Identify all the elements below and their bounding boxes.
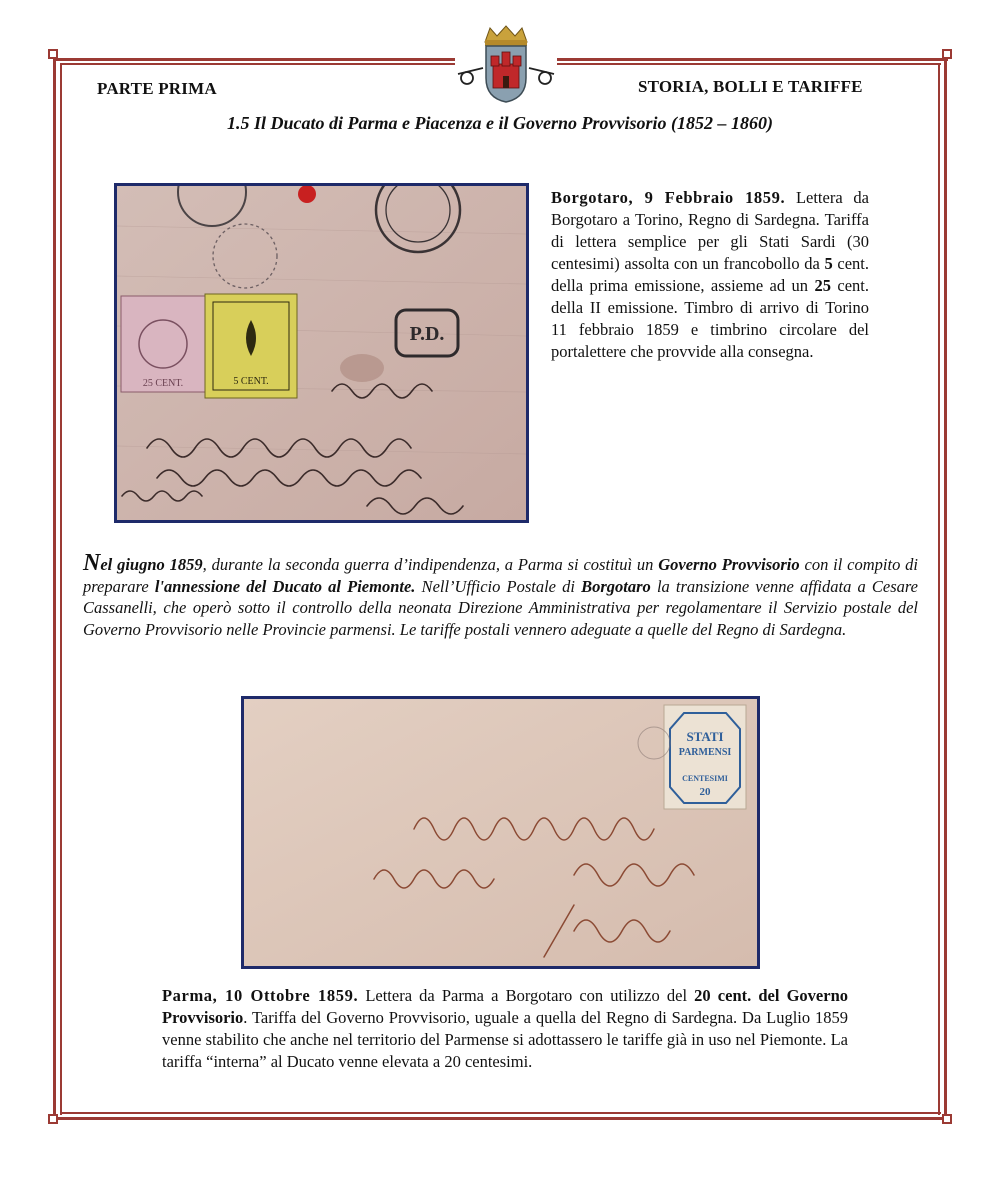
caption-1-text-c: cent. della II emissione. Timbro di arrivo di Torino 11 febbraio 1859 e timbrino circolare del portalettere che provvide alla consegna.	[551, 276, 869, 361]
stamp-5-label: 5 CENT.	[233, 376, 269, 387]
paragraph-text-a: , durante la seconda guerra d’indipendenza, a Parma si costituì un	[202, 555, 659, 574]
caption-2-place-date: Parma, 10 Ottobre 1859.	[162, 986, 359, 1005]
frame-right-inner-line	[938, 63, 940, 1115]
frame-left-line	[53, 54, 56, 1124]
caption-2-text-b: . Tariffa del Governo Provvisorio, uguale a quella del Regno di Sardegna. Da Luglio 1859 venne stabilito che anche nel territorio del Parmense si adottassero le tariffe già in uso nel Piemonte. La tariffa “interna” al Ducato venne elevata a 20 centesimi.	[162, 1008, 848, 1071]
stamp-centesimi-text: CENTESIMI	[682, 774, 728, 783]
stamp-parmensi-text: PARMENSI	[678, 747, 732, 758]
caption-cover-1	[551, 187, 869, 363]
stamp-25-label: 25 CENT.	[142, 378, 184, 389]
paragraph-bold-governo: Governo Provvisorio	[658, 555, 800, 574]
caption-2-text-a: Lettera da Parma a Borgotaro con utilizzo del	[358, 986, 695, 1005]
caption-1-bold-5: 5	[824, 254, 833, 273]
paragraph-bold-date: el giugno 1859	[100, 555, 203, 574]
page-subtitle: 1.5 Il Ducato di Parma e Piacenza e il Governo Provvisorio (1852 – 1860)	[227, 113, 773, 133]
cover-photo-borgotaro-1859	[114, 183, 529, 523]
caption-1-text-b: cent. della prima emissione, assieme ad un	[551, 254, 869, 295]
paragraph-initial-letter: N	[83, 550, 101, 576]
caption-1-bold-25: 25	[814, 276, 831, 295]
frame-bottom-inner-line	[60, 1112, 941, 1114]
caption-2-bold-governo: 20 cent. del Governo Provvisorio	[162, 986, 848, 1027]
paragraph-bold-annessione: l'annessione del Ducato al Piemonte.	[154, 576, 416, 596]
stamp-value-text: 20	[699, 786, 711, 798]
stamp-stati-text: STATI	[686, 729, 724, 744]
header-right-title: STORIA, BOLLI E TARIFFE	[638, 77, 863, 96]
frame-corner-bottom-right	[942, 1114, 952, 1124]
caption-cover-2	[162, 985, 848, 1073]
cover-photo-parma-1859	[241, 696, 760, 969]
caption-1-place-date: Borgotaro, 9 Febbraio 1859.	[551, 188, 786, 207]
frame-corner-top-right	[942, 49, 952, 59]
header-left-title: PARTE PRIMA	[97, 79, 217, 98]
paragraph-text-b: con il compito di preparare	[83, 555, 918, 596]
frame-left-inner-line	[60, 63, 62, 1115]
frame-corner-bottom-left	[48, 1114, 58, 1124]
intro-paragraph	[83, 550, 918, 640]
coat-of-arms-icon	[455, 24, 557, 104]
paragraph-text-d: la transizione venne affidata a Cesare Cassanelli, che operò sotto il controllo della neonata Direzione Amministrativa per regolamentare il Servizio postale del Governo Provvisorio nelle Provincie parmensi. Le tariffe postali vennero adeguate a quelle del Regno di Sardegna.	[83, 576, 918, 639]
frame-right-line	[944, 54, 947, 1124]
paragraph-bold-borgotaro: Borgotaro	[581, 576, 651, 596]
frame-corner-top-left	[48, 49, 58, 59]
frame-bottom-line	[53, 1117, 948, 1120]
paragraph-text-c: Nell’Ufficio Postale di	[415, 576, 582, 596]
caption-1-text-a: Lettera da Borgotaro a Torino, Regno di Sardegna. Tariffa di lettera semplice per gli Stati Sardi (30 centesimi) assolta con un francobollo da	[551, 188, 869, 273]
pd-postmark-text: P.D.	[409, 323, 445, 345]
